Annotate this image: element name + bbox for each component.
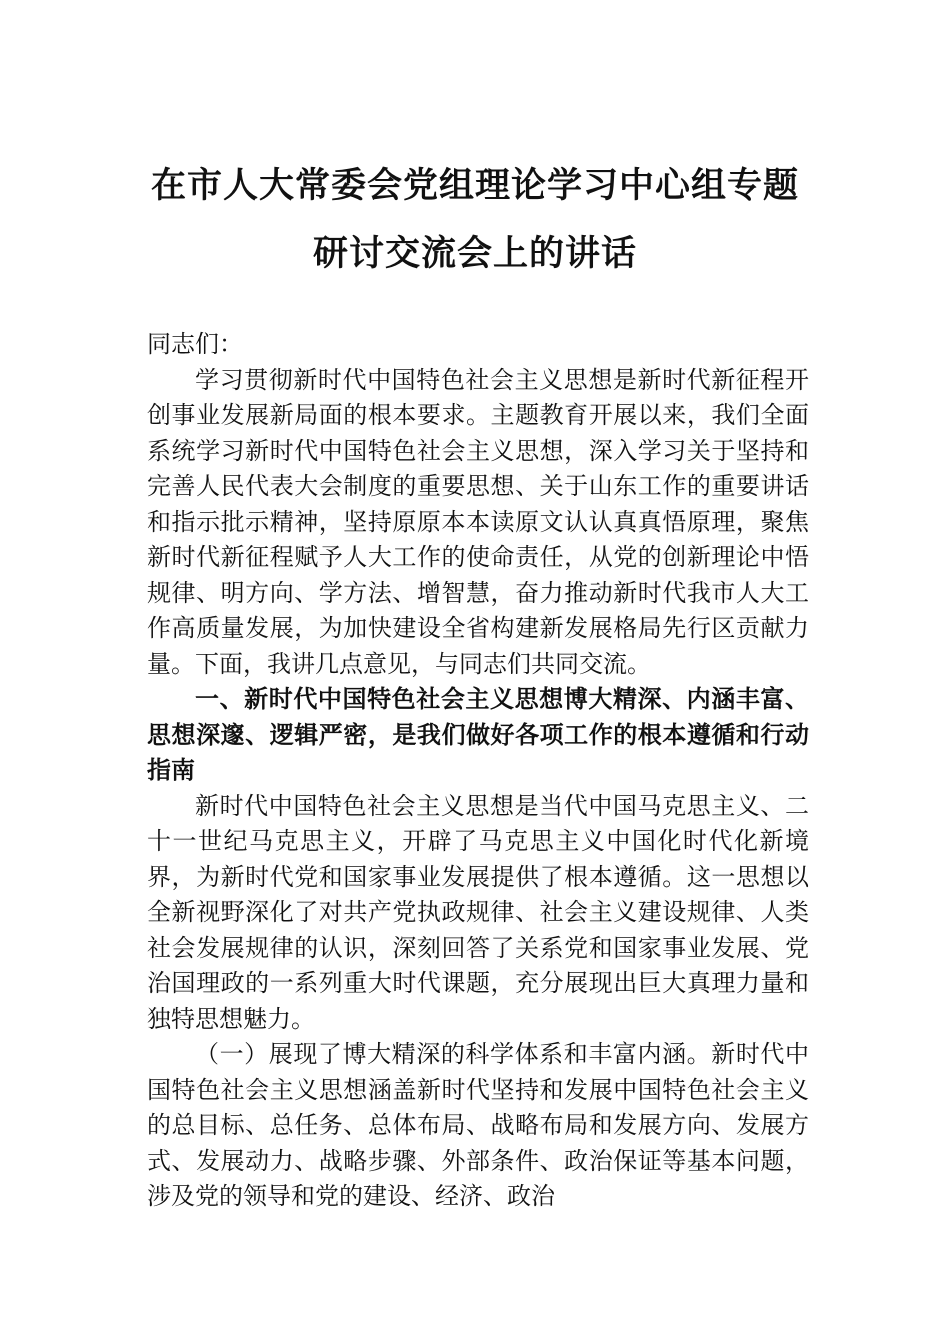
- subsection-heading-1: （一）展现了博大精深的科学体系和丰富内涵。: [195, 1040, 712, 1068]
- paragraph-section-1: 新时代中国特色社会主义思想是当代中国马克思主义、二十一世纪马克思主义，开辟了马克思主义中国化时代化新境界，为新时代党和国家事业发展提供了根本遵循。这一思想以全新视野深化了对共产党执政规律、社会主义建设规律、人类社会发展规律的认识，深刻回答了关系党和国家事业发展、党治国理政的一系列重大时代课题，充分展现出巨大真理力量和独特思想魅力。: [147, 791, 809, 1033]
- document-body: [147, 327, 809, 1215]
- salutation: 同志们：: [147, 330, 243, 358]
- document-title-line-2: 研讨交流会上的讲话: [312, 233, 637, 274]
- paragraph-subsection-1: [147, 1037, 809, 1215]
- subsection-text-1: 新时代中国特色社会主义思想涵盖新时代坚持和发展中国特色社会主义的总目标、总任务、总体布局、战略布局和发展方向、发展方式、发展动力、战略步骤、外部条件、政治保证等基本问题，涉及党的领导和党的建设、经济、政治: [147, 1040, 809, 1210]
- section-heading-1: 一、新时代中国特色社会主义思想博大精深、内涵丰富、思想深邃、逻辑严密，是我们做好各项工作的根本遵循和行动指南: [147, 685, 809, 784]
- document-title-line-1: 在市人大常委会党组理论学习中心组专题: [150, 165, 799, 206]
- paragraph-intro: 学习贯彻新时代中国特色社会主义思想是新时代新征程开创事业发展新局面的根本要求。主题教育开展以来，我们全面系统学习新时代中国特色社会主义思想，深入学习关于坚持和完善人民代表大会制度的重要思想、关于山东工作的重要讲话和指示批示精神，坚持原原本本读原文认认真真悟原理，聚焦新时代新征程赋予人大工作的使命责任，从党的创新理论中悟规律、明方向、学方法、增智慧，奋力推动新时代我市人大工作高质量发展，为加快建设全省构建新发展格局先行区贡献力量。下面，我讲几点意见，与同志们共同交流。: [147, 365, 809, 678]
